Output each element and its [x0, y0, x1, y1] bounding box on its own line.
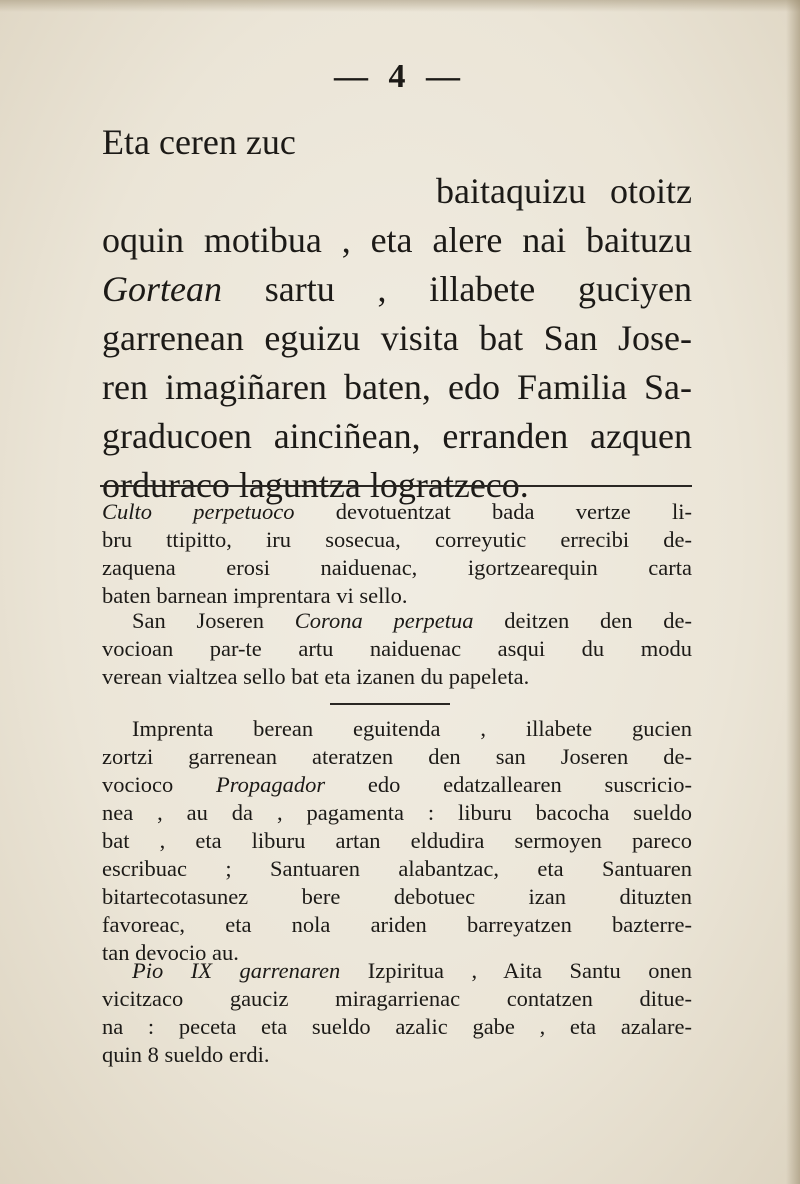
note4-line-4: quin 8 sueldo erdi. — [102, 1042, 270, 1067]
note3-line-5: bat , eta liburu artan eldudira sermoyen pareco — [102, 828, 692, 853]
italic-propagador: Propagador — [215, 772, 326, 797]
main-line-6: ren imagiñaren baten, edo Familia Sa- — [102, 367, 692, 407]
italic-word-gortean: Gortean — [102, 269, 222, 309]
page-number: — 4 — — [334, 58, 466, 95]
note3-line-3-pre: vocioco — [102, 772, 216, 797]
main-line-1: Eta ceren zuc — [102, 122, 296, 162]
note3-line-6: escribuac ; Santuaren alabantzac, eta Santuaren — [102, 856, 692, 881]
note2-line-1 — [102, 607, 692, 635]
italic-corona-perpetua: Corona perpetua — [294, 608, 474, 633]
note1-line-2: bru ttipitto, iru sosecua, correyutic errecibi de- — [102, 527, 692, 552]
note2-line-1-rest: deitzen den de- — [473, 608, 692, 633]
note1-line-1 — [102, 498, 692, 526]
note3-line-7: bitartecotasunez bere debotuec izan dituzten — [102, 884, 692, 909]
note4-line-1 — [102, 957, 692, 985]
note2-line-1-pre: San Joseren — [132, 608, 295, 633]
main-line-5: garrenean eguizu visita bat San Jose- — [102, 318, 692, 358]
italic-pio-ix: Pio IX garrenaren — [132, 958, 341, 983]
section-divider — [100, 485, 692, 487]
note-imprenta-propagador — [102, 715, 692, 967]
main-line-7: graducoen ainciñean, erranden azquen — [102, 416, 692, 456]
main-line-2: baitaquizu otoitz — [436, 171, 692, 211]
main-line-3: oquin motibua , eta alere nai baituzu — [102, 220, 692, 260]
note4-line-2: vicitzaco gauciz miragarrienac contatzen ditue- — [102, 986, 692, 1011]
main-line-4 — [102, 265, 692, 314]
note4-line-1-rest: Izpiritua , Aita Santu onen — [340, 958, 692, 983]
note3-line-3 — [102, 771, 692, 799]
note-corona-perpetua — [102, 607, 692, 691]
note1-line-4: baten barnean imprentara vi sello. — [102, 583, 408, 608]
main-paragraph — [102, 118, 692, 510]
note3-line-9: tan devocio au. — [102, 940, 239, 965]
note2-line-2: vocioan par-te artu naiduenac asqui du modu — [102, 636, 692, 661]
note2-line-3: verean vialtzea sello bat eta izanen du papeleta. — [102, 664, 530, 689]
short-divider — [330, 703, 450, 705]
note3-line-1: Imprenta berean eguitenda , illabete gucien — [132, 716, 692, 741]
note1-line-1-rest: devotuentzat bada vertze li- — [294, 499, 692, 524]
note-pio-ix — [102, 957, 692, 1069]
note1-line-3: zaquena erosi naiduenac, igortzearequin carta — [102, 555, 692, 580]
note3-line-4: nea , au da , pagamenta : liburu bacocha sueldo — [102, 800, 692, 825]
note3-line-3-rest: edo edatzallearen suscricio- — [325, 772, 692, 797]
page-edge-shadow-right — [786, 0, 800, 1184]
main-line-4-rest: sartu , illabete guciyen — [222, 269, 692, 309]
main-line-8: orduraco laguntza logratzeco. — [102, 465, 529, 505]
note3-line-2: zortzi garrenean ateratzen den san Joseren de- — [102, 744, 692, 769]
page-edge-shadow-top — [0, 0, 800, 12]
note4-line-3: na : peceta eta sueldo azalic gabe , eta azalare- — [102, 1014, 692, 1039]
note3-line-8: favoreac, eta nola ariden barreyatzen bazterre- — [102, 912, 692, 937]
note-culto-perpetuo — [102, 498, 692, 610]
italic-culto-perpetuoco: Culto perpetuoco — [102, 499, 295, 524]
